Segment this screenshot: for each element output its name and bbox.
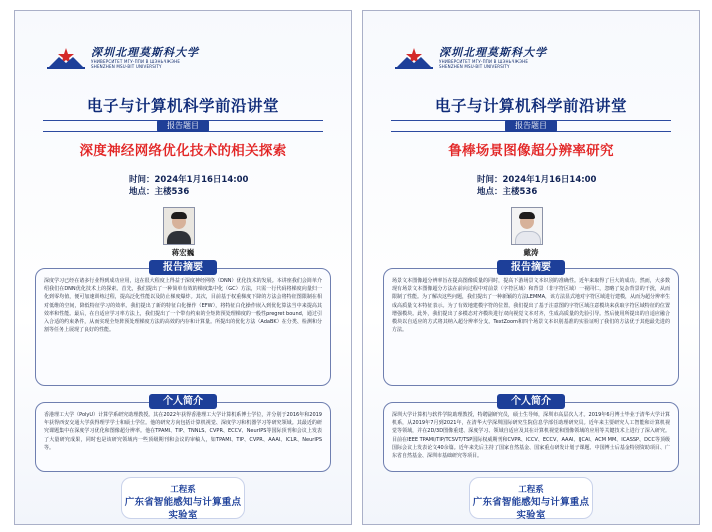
footer-lab: 广东省智能感知与计算重点实验室 xyxy=(472,497,590,521)
talk-meta xyxy=(129,174,248,198)
speaker-photo xyxy=(511,207,543,245)
bio-text: 香港理工大学（PolyU）计算学系研究助理教授。其在2022年获得香港理工大学计算机系博士学位，并分别于2016年和2019年获得西安交通大学获得理学学士和硕士学位。他的研究方向包括计算机视觉、深度学习和机器学习等研究领域。其最近的研究课题集中在深度学习优化和图像超分辨率。他在TPAMI、TIP、TNNLS、CVPR、ECCV、NeurIPS等国际顶刊和会议上发表了大量研究成果，同时也是该研究领域内一些顶级期刊和会议的审稿人，如TPAMI、TIP、CVPR、AAAI、ICLR、NeurIPS等。 xyxy=(35,402,331,472)
talk-title: 鲁棒场景图像超分辨率研究 xyxy=(448,143,614,159)
talk-location: 地点：主楼536 xyxy=(477,187,538,197)
footer-organizer xyxy=(121,477,245,519)
university-emblem-icon xyxy=(47,47,85,69)
university-name-en: SHENZHEN MSU-BIT UNIVERSITY xyxy=(439,64,510,69)
university-name-cn: 深圳北理莫斯科大学 xyxy=(439,46,547,59)
talk-title: 深度神经网络优化技术的相关探索 xyxy=(79,143,287,159)
report-topic-tag: 报告题目 xyxy=(505,120,557,132)
bio-heading: 个人简介 xyxy=(149,394,217,409)
title-divider xyxy=(43,120,323,132)
footer-department: 工程系 xyxy=(170,485,196,495)
report-topic-tag: 报告题目 xyxy=(157,120,209,132)
talk-location: 地点：主楼536 xyxy=(129,187,190,197)
talk-time: 时间：2024年1月16日14:00 xyxy=(129,175,249,185)
talk-meta xyxy=(477,174,596,198)
speaker-photo xyxy=(163,207,195,245)
bio-text: 深圳大学计算机与软件学院助理教授，特聘副研究员，硕士生导师，深圳市高层次人才。2019年6月博士毕业于清华大学计算机系，从2019年7月到2021年，在清华大学深圳国际研究生院信息学部任助理研究员。近年来主要研究人工智能和计算机视觉等领域，并在2D/3D图像重建、深度学习、领域自适应及其在计算机视觉和图像领域的应用等关键技术上进行了深入研究。目前在IEEE TPAMI/TIP/TCSVT/TSP国际权威期刊和CVPR、ICCV、ECCV、AAAI、IJCAI、ACM MM、ICASSP、DCC等顶级国际会议上发表论文40余篇。近年来先后主持了国家自然基金、国家重点研发计划子课题、中国博士后基金特别资助项目、广东省自然基金、深圳市基础研究等项目。 xyxy=(383,402,679,472)
university-name-cn: 深圳北理莫斯科大学 xyxy=(91,46,199,59)
abstract-heading: 报告摘要 xyxy=(497,260,565,275)
footer-lab: 广东省智能感知与计算重点实验室 xyxy=(124,497,242,521)
footer-organizer xyxy=(469,477,593,519)
series-title: 电子与计算机科学前沿讲堂 xyxy=(434,97,627,115)
university-name-ru: УНИВЕРСИТЕТ МГУ-ППИ В ШЭНЬЧЖЭНЕ xyxy=(439,59,529,64)
abstract-heading: 报告摘要 xyxy=(149,260,217,275)
bio-heading: 个人简介 xyxy=(497,394,565,409)
series-title: 电子与计算机科学前沿讲堂 xyxy=(86,97,279,115)
abstract-text: 场景文本图像超分辨率旨在提高图像质量的同时，提高下游场景文本识别的准确性。近年来取得了巨大的成功。然而，大多数现有场景文本图像超分方法在前向过程中对前景（字符区域）和背景（非字符区域）一视同仁，忽略了复杂背景的干扰，从而限制了性能。为了解决这些问题，我们提出了一种新颖的方法LEMMA，该方法显式地对字符区域进行建模，从而为超分辨率生成高质量文本特征表示。为了有效地建模字符的位置，我们提出了基于注意图的字符区域注意模块来获取字符区域特征的位置增强模块。此外，我们提出了多模态对齐模块进行双向视觉文本对齐，生成高质量的先验引导。然后使用所提出的自适应融合模块以自适应的方式将其纳入超分辨率分支。TextZoom和四个场景文本识别基准的实验证明了我们的方法优于其他最先进的方法。 xyxy=(383,268,679,386)
talk-time: 时间：2024年1月16日14:00 xyxy=(477,175,597,185)
university-logo xyxy=(47,47,199,69)
university-emblem-icon xyxy=(395,47,433,69)
university-name-en: SHENZHEN MSU-BIT UNIVERSITY xyxy=(91,64,162,69)
university-name-ru: УНИВЕРСИТЕТ МГУ-ППИ В ШЭНЬЧЖЭНЕ xyxy=(91,59,181,64)
abstract-text: 深度学习已经在诸多行业得到成功应用，这在很大程度上得益于深度神经网络（DNN）优化技术的发展。本讲座我们会简单介绍我们在DNN优化技术上的探索。首先，我们提出了一种简单有效的梯度集中化（GC）方法，只需一行代码将梯度向量归一化到零均值，便可加速训练过程，提高泛化性能以及防止梯度爆炸。其次，目前基于权重梯度下降的方法会将特征图限制在相对低维的空间，降低特征学习的效率。我们提出了新的特征白化操作（EFW），将特征白化操作嵌入到优化算法当中来提高其效率和性能。最后，在自适应学习率方法上，我们提出了一个带有约束的全矩阵预处理梯度的一般性pregret bound，通过引入合适的约束条件，从而实现全矩阵预处理梯度方法的高效的内存和计算量。所提出的优化方法（AdaBK）在分类、检测和分割等任务上展现了良好的性能。 xyxy=(35,268,331,386)
title-divider xyxy=(391,120,671,132)
university-logo xyxy=(395,47,547,69)
speaker-name: 蒋宏巍 xyxy=(171,248,195,257)
footer-department: 工程系 xyxy=(518,485,544,495)
poster-left xyxy=(14,10,352,525)
speaker-name: 戴涛 xyxy=(523,248,539,257)
poster-right xyxy=(362,10,700,525)
